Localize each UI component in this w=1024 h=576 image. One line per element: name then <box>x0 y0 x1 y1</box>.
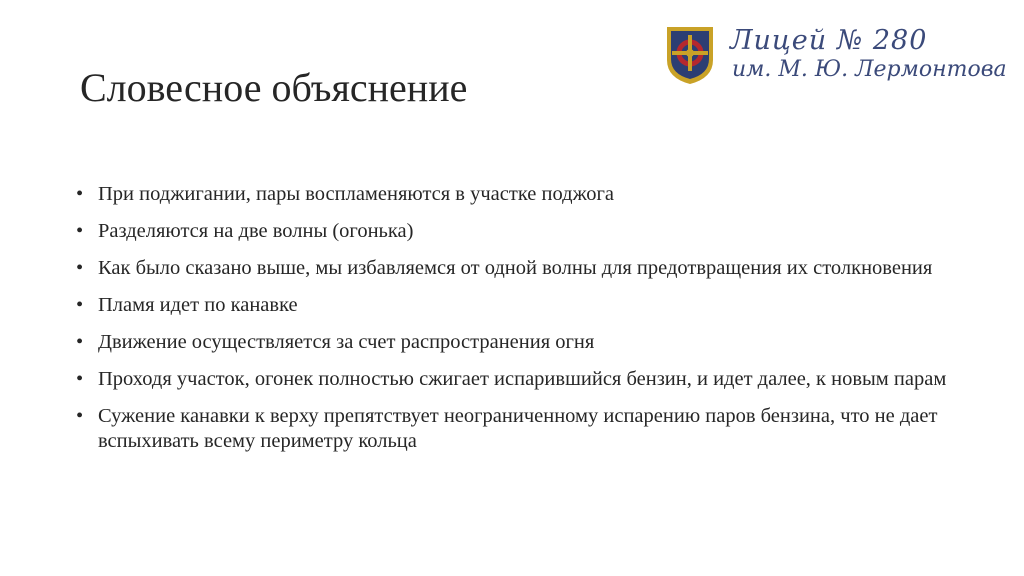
bullet-marker: • <box>76 294 84 316</box>
list-item <box>76 256 956 281</box>
logo-school-name: Лицей № 280 <box>730 25 928 56</box>
school-crest-icon <box>664 24 716 86</box>
bullet-marker: • <box>76 405 84 427</box>
bullet-marker: • <box>76 183 84 205</box>
list-item <box>76 404 956 454</box>
bullet-text: Проходя участок, огонек полностью сжигает испарившийся бензин, и идет далее, к новым парам <box>98 368 947 390</box>
slide-title: Словесное объяснение <box>80 65 468 110</box>
bullet-list <box>76 182 956 466</box>
list-item <box>76 182 956 207</box>
list-item <box>76 293 956 318</box>
bullet-text: При поджигании, пары воспламеняются в участке поджога <box>98 183 614 205</box>
bullet-marker: • <box>76 331 84 353</box>
bullet-text: Сужение канавки к верху препятствует неограниченному испарению паров бензина, что не дает вспыхивать всему периметру кольца <box>98 405 938 452</box>
bullet-text: Как было сказано выше, мы избавляемся от одной волны для предотвращения их столкновения <box>98 257 933 279</box>
bullet-marker: • <box>76 220 84 242</box>
school-logo <box>664 24 1007 88</box>
list-item <box>76 330 956 355</box>
bullet-marker: • <box>76 368 84 390</box>
bullet-text: Пламя идет по канавке <box>98 294 298 316</box>
list-item <box>76 367 956 392</box>
bullet-text: Разделяются на две волны (огонька) <box>98 220 414 242</box>
bullet-text: Движение осуществляется за счет распространения огня <box>98 331 595 353</box>
bullet-marker: • <box>76 257 84 279</box>
logo-school-subtitle: им. М. Ю. Лермонтова <box>732 57 1007 82</box>
list-item <box>76 219 956 244</box>
